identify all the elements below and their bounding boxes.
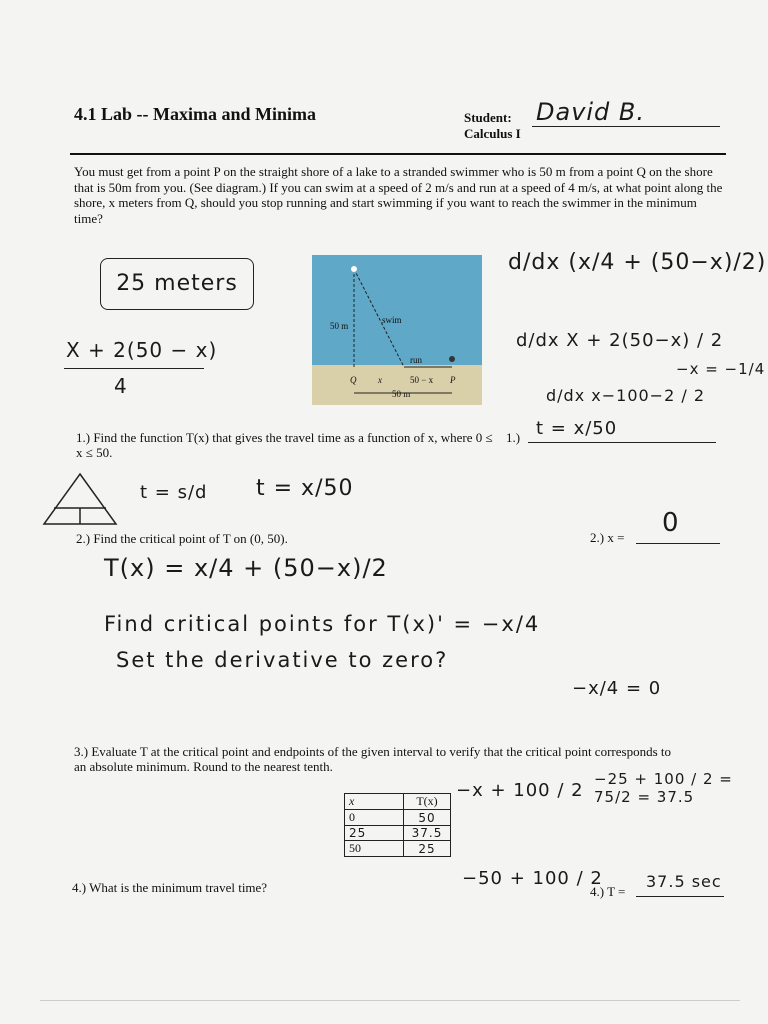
table-row — [345, 826, 451, 841]
table-cell-x: 0 — [345, 810, 404, 826]
q2-answer: 0 — [662, 508, 680, 538]
q4-answer: 37.5 sec — [646, 872, 722, 891]
q4-answer-label: 4.) T = — [590, 884, 626, 899]
lake-diagram — [312, 255, 482, 405]
table-row — [345, 841, 451, 857]
evaluation-table — [344, 793, 451, 857]
table-cell-t: 25 — [404, 841, 451, 857]
question-2: 2.) Find the critical point of T on (0, 50). — [76, 531, 288, 546]
q2-answer-label: 2.) x = — [590, 530, 625, 545]
left-expression-denominator: 4 — [114, 374, 128, 398]
question-4: 4.) What is the minimum travel time? — [72, 880, 268, 895]
q1-answer: t = x/50 — [536, 418, 618, 439]
triangle-formula: t = s/d — [140, 482, 208, 503]
diagram-label-50m: 50 m — [330, 321, 349, 331]
neg-x-quarter: −x = −1/4 — [676, 360, 766, 378]
t-equals-work: t = x/50 — [256, 476, 354, 501]
diagram-label-x: x — [378, 375, 382, 385]
problem-statement: You must get from a point P on the straight shore of a lake to a stranded swimmer who is 50 m from a point Q on the shore that is 50m from you. (See diagram.) If you can swim at a speed of 2 m/s and run at a speed of 4 m/s, at what point along the shore, x meters from Q, should you stop running and start swimming if you want to reach the swimmer in the minimum time? — [74, 164, 723, 226]
left-expression-numerator: X + 2(50 − x) — [66, 338, 218, 362]
course-label: Calculus I — [464, 126, 521, 141]
table-header-x: x — [345, 794, 404, 810]
q1-answer-line — [528, 442, 716, 443]
diagram-label-p: P — [450, 375, 456, 385]
student-label: Student: — [464, 110, 512, 125]
derivative-low: d/dx x−100−2 / 2 — [546, 386, 705, 405]
student-block — [464, 110, 521, 142]
q2-answer-line — [636, 543, 720, 544]
diagram-label-50-minus-x: 50 − x — [410, 375, 434, 385]
evaluation-work-3: −50 + 100 / 2 — [462, 868, 603, 889]
diagram-label-q: Q — [350, 375, 357, 385]
table-cell-t: 50 — [404, 810, 451, 826]
question-1: 1.) Find the function T(x) that gives the travel time as a function of x, where 0 ≤ x ≤ 50. — [76, 430, 493, 460]
left-fraction-bar — [64, 368, 204, 369]
evaluation-work-2: −25 + 100 / 2 = 75/2 = 37.5 — [594, 770, 733, 806]
bottom-faint-rule — [40, 1000, 740, 1001]
table-cell-t: 37.5 — [404, 826, 451, 841]
derivative-middle: d/dx X + 2(50−x) / 2 — [516, 330, 724, 351]
table-row — [345, 810, 451, 826]
header-rule — [70, 153, 726, 155]
table-cell-x: 25 — [345, 826, 404, 841]
swimmer-icon — [351, 266, 357, 272]
shore-sand — [312, 365, 482, 405]
find-critical-work: Find critical points for T(x)' = −x/4 — [104, 612, 541, 636]
table-header-row — [345, 794, 451, 810]
student-signature: David B. — [536, 98, 646, 126]
question-3: 3.) Evaluate T at the critical point and endpoints of the given interval to verify that the critical point corresponds to an absolute minimum. Round to the nearest tenth. — [74, 744, 671, 774]
derivative-top: d/dx (x/4 + (50−x)/2) — [508, 250, 767, 275]
lake-water — [312, 255, 482, 365]
triangle-icon — [40, 470, 120, 530]
answer-box: 25 meters — [100, 258, 254, 310]
q1-answer-label: 1.) — [506, 430, 521, 445]
table-header-t: T(x) — [404, 794, 451, 810]
evaluation-work-1: −x + 100 / 2 — [456, 780, 584, 801]
table-cell-x: 50 — [345, 841, 404, 857]
page-title: 4.1 Lab -- Maxima and Minima — [74, 104, 317, 124]
signature-line — [532, 126, 720, 127]
diagram-label-run: run — [410, 355, 422, 365]
set-derivative-work: Set the derivative to zero? — [116, 648, 449, 672]
tx-function-work: T(x) = x/4 + (50−x)/2 — [104, 554, 388, 582]
q4-answer-line — [636, 896, 724, 897]
neg-x-zero-work: −x/4 = 0 — [572, 678, 662, 699]
diagram-label-base: 50 m — [392, 389, 411, 399]
runner-icon — [449, 356, 455, 362]
diagram-label-swim: swim — [382, 315, 402, 325]
